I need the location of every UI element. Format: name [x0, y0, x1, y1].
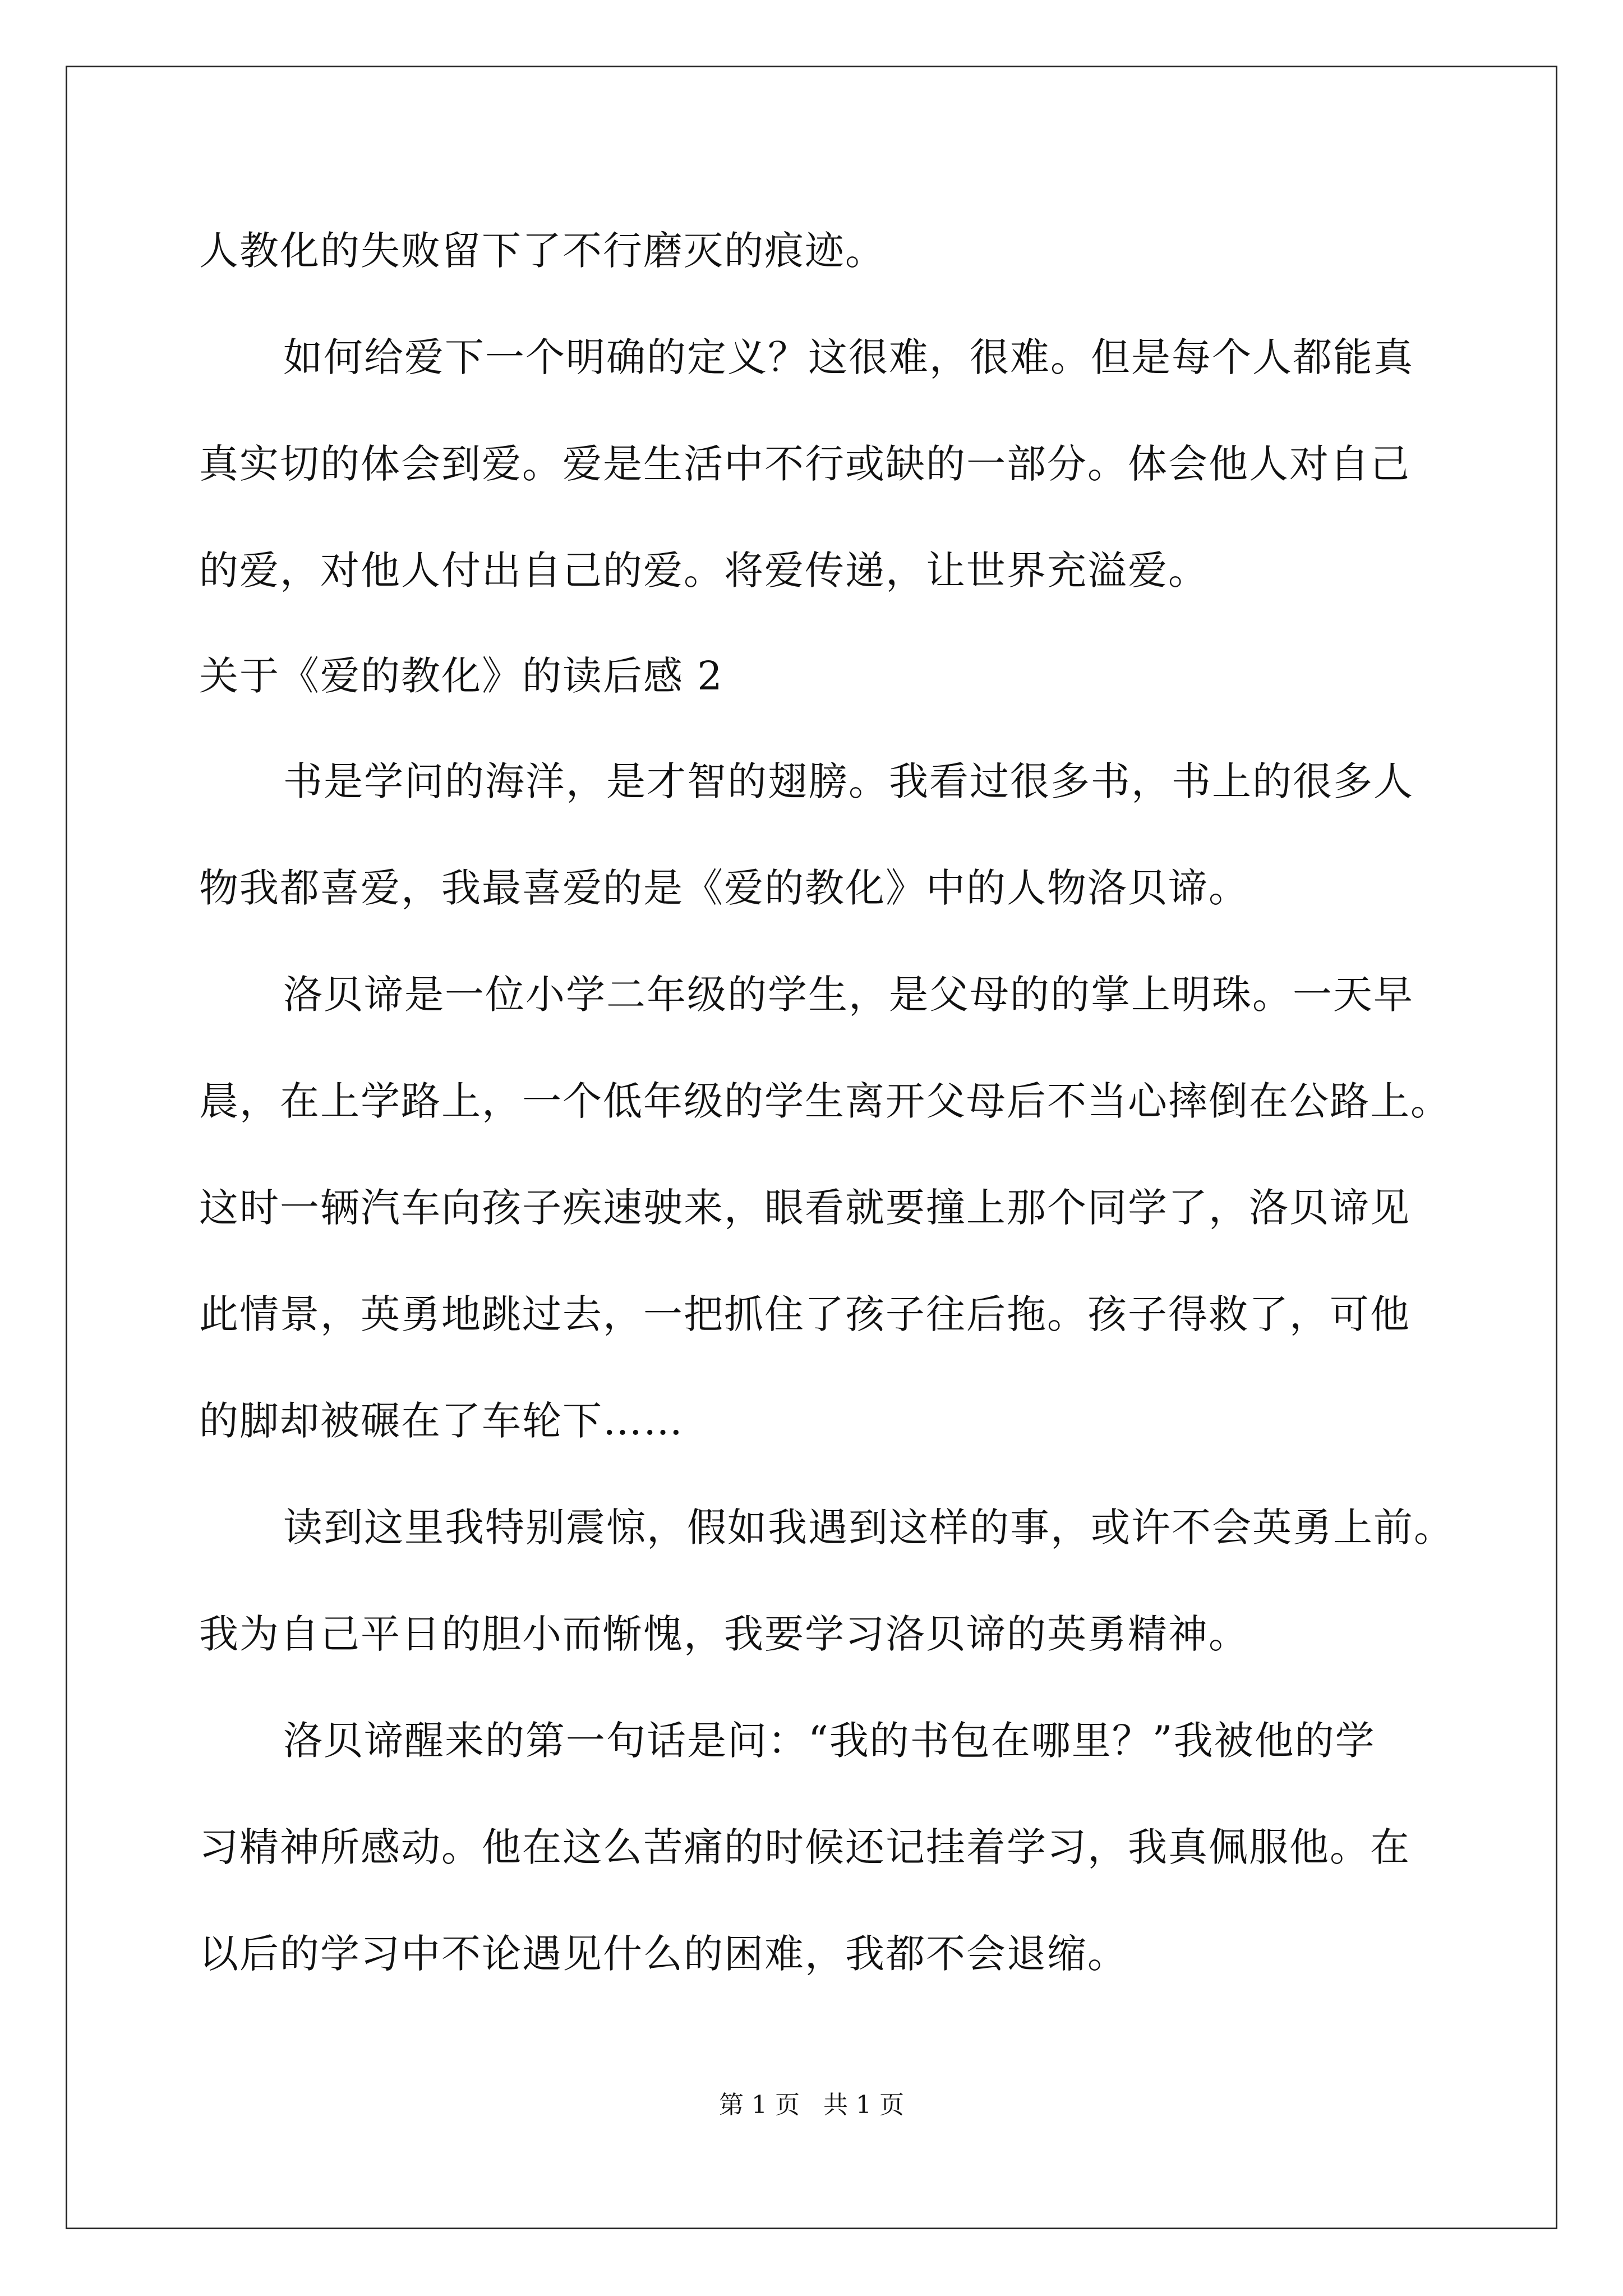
paragraph-1-line-1: 如何给爱下一个明确的定义？这很难，很难。但是每个人都能真 [283, 334, 1414, 380]
paragraph-2-line-1: 书是学问的海洋，是才智的翅膀。我看过很多书，书上的很多人 [283, 758, 1414, 804]
paragraph-2-line-2: 物我都喜爱，我最喜爱的是《爱的教化》中的人物洛贝谛。 [199, 865, 1249, 911]
paragraph-5-line-3: 以后的学习中不论遇见什么的困难，我都不会退缩。 [199, 1931, 1128, 1977]
paragraph-3-line-4: 此情景，英勇地跳过去，一把抓住了孩子往后拖。孩子得救了，可他 [199, 1291, 1410, 1337]
paragraph-4-line-1: 读到这里我特别震惊，假如我遇到这样的事，或许不会英勇上前。 [283, 1504, 1454, 1550]
paragraph-3-line-1: 洛贝谛是一位小学二年级的学生，是父母的的掌上明珠。一天早 [283, 972, 1414, 1018]
paragraph-3-line-2: 晨，在上学路上，一个低年级的学生离开父母后不当心摔倒在公路上。 [199, 1078, 1451, 1124]
paragraph-3-line-5: 的脚却被碾在了车轮下…… [199, 1398, 684, 1444]
continuation-line: 人教化的失败留下了不行磨灭的痕迹。 [199, 228, 886, 274]
page-footer: 第 1 页 共 1 页 [719, 2091, 904, 2119]
section-heading: 关于《爱的教化》的读后感 2 [199, 653, 723, 699]
paragraph-1-line-2: 真实切的体会到爱。爱是生活中不行或缺的一部分。体会他人对自己 [199, 441, 1410, 487]
paragraph-1-line-3: 的爱，对他人付出自己的爱。将爱传递，让世界充溢爱。 [199, 547, 1209, 593]
paragraph-5-line-1: 洛贝谛醒来的第一句话是问：“我的书包在哪里？”我被他的学 [283, 1718, 1376, 1764]
paragraph-3-line-3: 这时一辆汽车向孩子疾速驶来，眼看就要撞上那个同学了，洛贝谛见 [199, 1185, 1410, 1231]
paragraph-4-line-2: 我为自己平日的胆小而惭愧，我要学习洛贝谛的英勇精神。 [199, 1611, 1249, 1657]
paragraph-5-line-2: 习精神所感动。他在这么苦痛的时候还记挂着学习，我真佩服他。在 [199, 1824, 1410, 1870]
page-border [66, 66, 1557, 2229]
